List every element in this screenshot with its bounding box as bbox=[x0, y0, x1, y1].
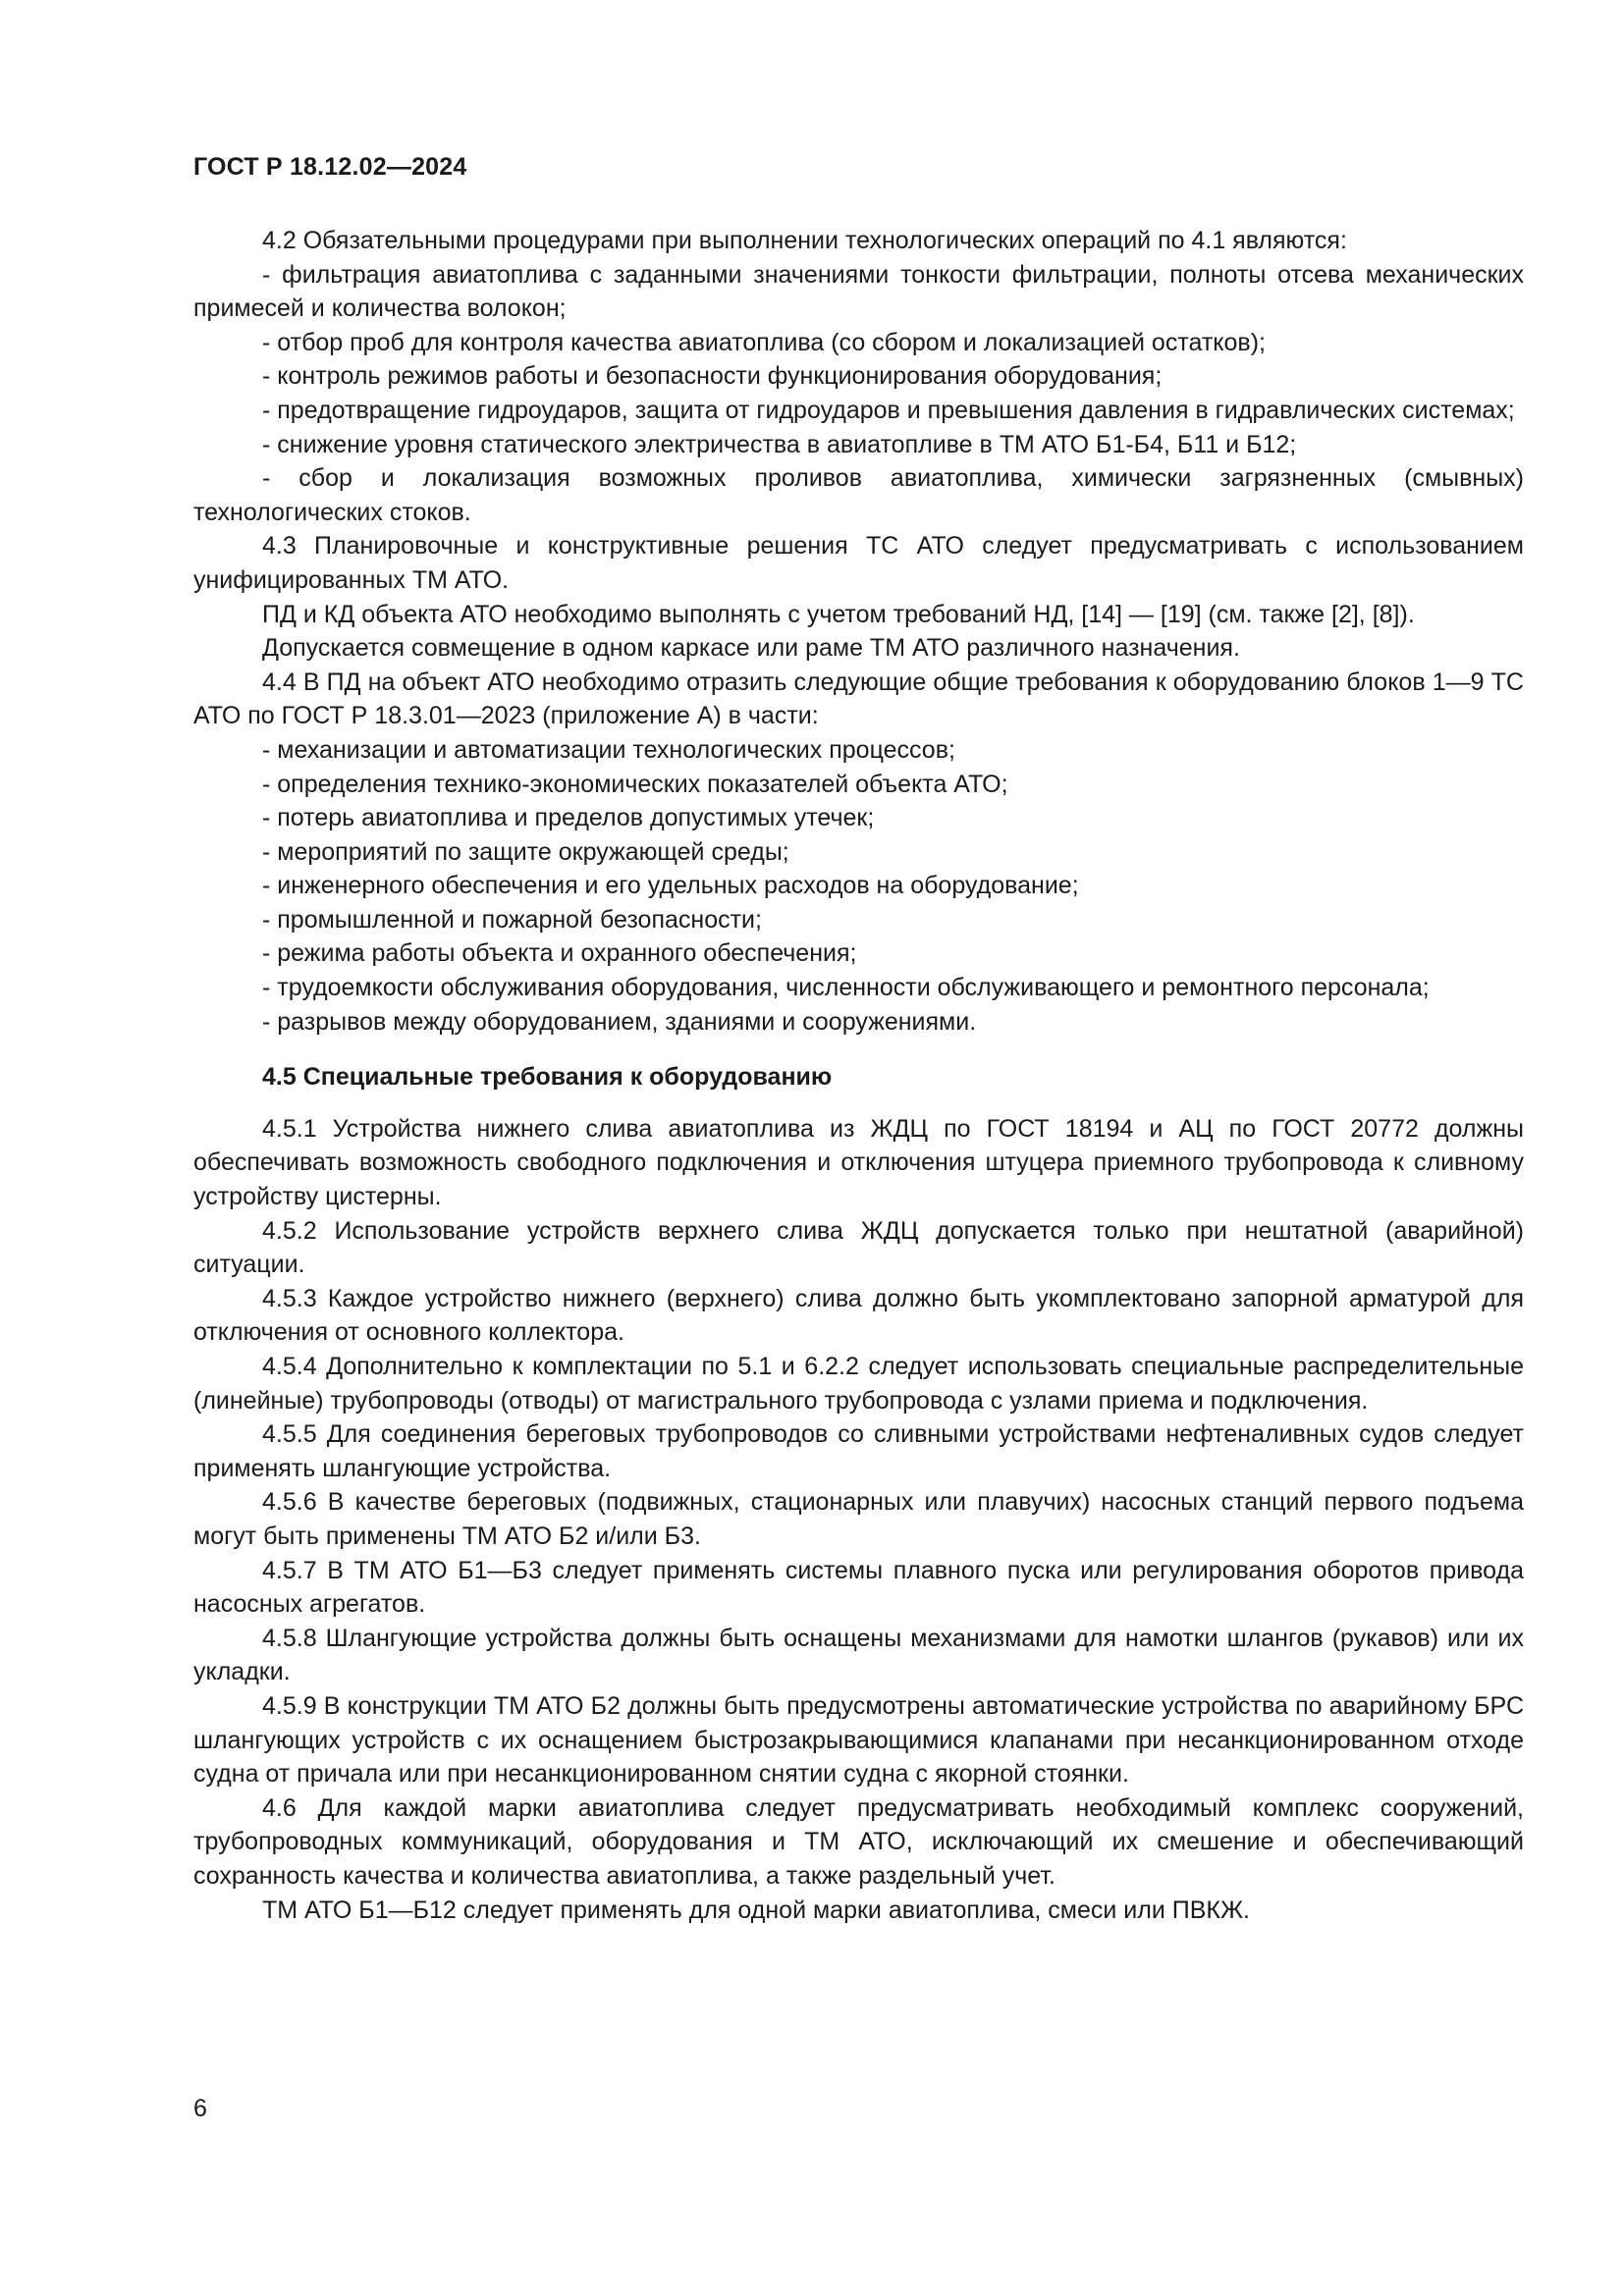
list-item: - предотвращение гидроударов, защита от гидроударов и превышения давления в гидравлических системах; bbox=[262, 396, 1515, 424]
section-heading: 4.5 Специальные требования к оборудованию bbox=[262, 1063, 833, 1092]
list-item: - разрывов между оборудованием, зданиями и сооружениями. bbox=[262, 1007, 977, 1036]
paragraph: 4.4 В ПД на объект АТО необходимо отразить следующие общие требования к оборудованию блоков 1—9 ТС АТО по ГОСТ Р 18.3.01—2023 (приложение А) в части: bbox=[193, 667, 1524, 730]
list-item: - промышленной и пожарной безопасности; bbox=[262, 905, 762, 934]
paragraph: 4.3 Планировочные и конструктивные решения ТС АТО следует предусматривать с использованием унифицированных ТМ АТО. bbox=[193, 532, 1524, 594]
paragraph: 4.6 Для каждой марки авиатоплива следует предусматривать необходимый комплекс сооружений, трубопроводных коммуникаций, оборудования и ТМ АТО, исключающий их смешение и обеспечивающий сохранность качества и количества авиатоплива, а также раздельный учет. bbox=[193, 1793, 1524, 1890]
paragraph: 4.5.1 Устройства нижнего слива авиатоплива из ЖДЦ по ГОСТ 18194 и АЦ по ГОСТ 20772 должны обеспечивать возможность свободного подключения и отключения штуцера приемного трубопровода к сливному устройству цистерны. bbox=[193, 1114, 1524, 1211]
list-item: - фильтрация авиатоплива с заданными значениями тонкости фильтрации, полноты отсева механических примесей и количества волокон; bbox=[193, 260, 1524, 323]
paragraph: 4.5.6 В качестве береговых (подвижных, стационарных или плавучих) насосных станций первого подъема могут быть применены ТМ АТО Б2 и/или Б3. bbox=[193, 1488, 1524, 1550]
document-code-header: ГОСТ Р 18.12.02—2024 bbox=[193, 153, 467, 181]
page-number: 6 bbox=[193, 2095, 207, 2122]
list-item: - механизации и автоматизации технологических процессов; bbox=[262, 735, 955, 764]
paragraph: 4.5.4 Дополнительно к комплектации по 5.1 и 6.2.2 следует использовать специальные распределительные (линейные) трубопроводы (отводы) от магистрального трубопровода с узлами приема и подключения. bbox=[193, 1353, 1524, 1415]
list-item: - сбор и локализация возможных проливов авиатоплива, химически загрязненных (смывных) технологических стоков. bbox=[193, 464, 1524, 526]
paragraph: 4.5.3 Каждое устройство нижнего (верхнего) слива должно быть укомплектовано запорной арматурой для отключения от основного коллектора. bbox=[193, 1284, 1524, 1347]
paragraph: 4.2 Обязательными процедурами при выполнении технологических операций по 4.1 являются: bbox=[262, 227, 1347, 254]
list-item: - трудоемкости обслуживания оборудования, численности обслуживающего и ремонтного персонала; bbox=[262, 974, 1430, 1002]
list-item: - режима работы объекта и охранного обеспечения; bbox=[262, 939, 857, 968]
list-item: - инженерного обеспечения и его удельных расходов на оборудование; bbox=[262, 872, 1079, 900]
paragraph: 4.5.9 В конструкции ТМ АТО Б2 должны быть предусмотрены автоматические устройства по аварийному БРС шлангующих устройств с их оснащением быстрозакрывающимися клапанами при несанкционированном отходе судна от причала или при несанкционированном снятии судна с якорной стоянки. bbox=[193, 1691, 1524, 1789]
list-item: - потерь авиатоплива и пределов допустимых утечек; bbox=[262, 804, 875, 832]
list-item: - определения технико-экономических показателей объекта АТО; bbox=[262, 770, 1008, 798]
paragraph: Допускается совмещение в одном каркасе или раме ТМ АТО различного назначения. bbox=[262, 634, 1240, 663]
paragraph: 4.5.5 Для соединения береговых трубопроводов со сливными устройствами нефтеналивных судов следует применять шлангующие устройства. bbox=[193, 1420, 1524, 1482]
paragraph: 4.5.7 В ТМ АТО Б1—Б3 следует применять системы плавного пуска или регулирования оборотов привода насосных агрегатов. bbox=[193, 1556, 1524, 1619]
document-body bbox=[193, 224, 1524, 1927]
paragraph: ТМ АТО Б1—Б12 следует применять для одной марки авиатоплива, смеси или ПВКЖ. bbox=[262, 1896, 1250, 1924]
paragraph: ПД и КД объекта АТО необходимо выполнять с учетом требований НД, [14] — [19] (см. также [2], [8]). bbox=[262, 600, 1415, 628]
list-item: - контроль режимов работы и безопасности функционирования оборудования; bbox=[262, 362, 1163, 391]
list-item: - мероприятий по защите окружающей среды; bbox=[262, 837, 789, 866]
list-item: - отбор проб для контроля качества авиатоплива (со сбором и локализацией остатков); bbox=[262, 328, 1266, 356]
paragraph: 4.5.8 Шлангующие устройства должны быть оснащены механизмами для намотки шлангов (рукавов) или их укладки. bbox=[193, 1624, 1524, 1686]
list-item: - снижение уровня статического электричества в авиатопливе в ТМ АТО Б1-Б4, Б11 и Б12; bbox=[262, 430, 1297, 458]
paragraph: 4.5.2 Использование устройств верхнего слива ЖДЦ допускается только при нештатной (аварийной) ситуации. bbox=[193, 1216, 1524, 1279]
